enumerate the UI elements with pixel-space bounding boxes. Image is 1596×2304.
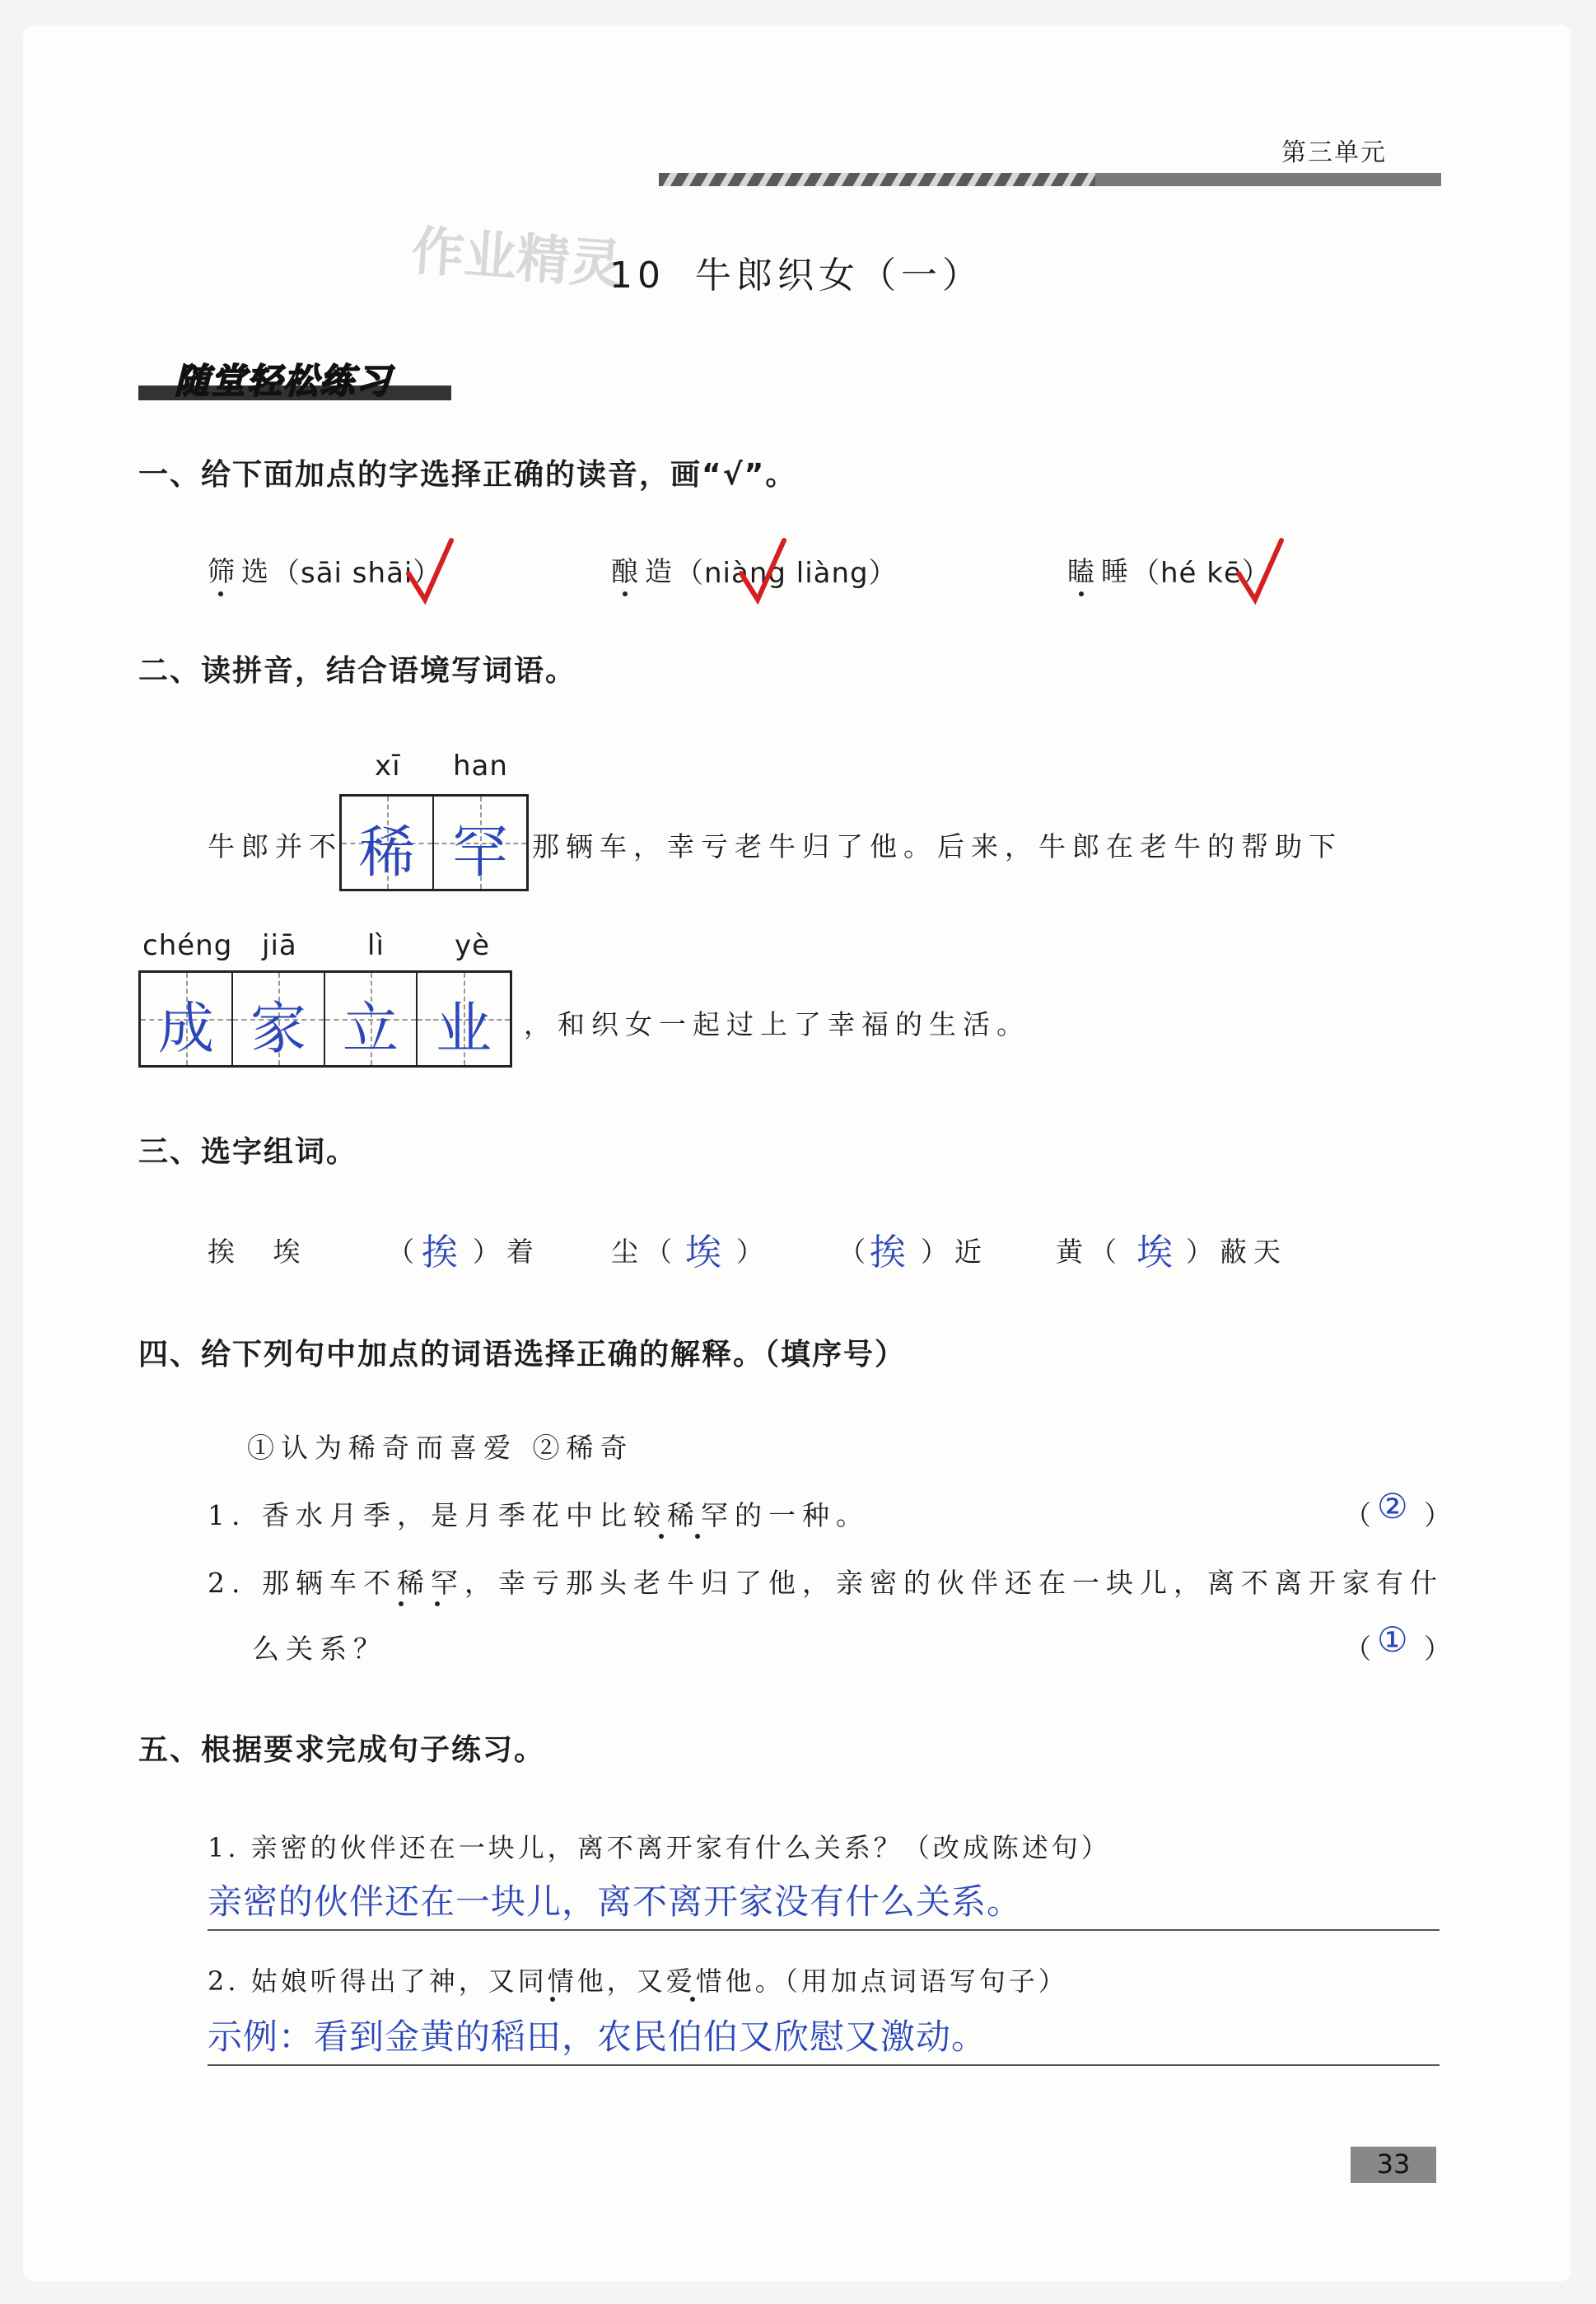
q4-sentence-2-cont: 么关系？	[252, 1633, 387, 1665]
answer-cell	[141, 973, 233, 1065]
page-number: 33	[1376, 2148, 1411, 2180]
check-mark-icon	[1235, 537, 1285, 605]
answer-cell	[342, 797, 434, 889]
pinyin-cheng: chéng	[142, 929, 233, 962]
emphasis-dot	[659, 1534, 664, 1539]
section-banner-text: 随堂轻松练习	[175, 361, 393, 401]
q4-answer-2: ①	[1377, 1619, 1408, 1660]
q1-item-3-word: 瞌睡	[1067, 555, 1135, 587]
answer-grid-1	[339, 794, 529, 891]
q3-chars: 挨 埃	[208, 1236, 307, 1268]
emphasis-dot	[695, 1534, 700, 1539]
q3-item-3-after: ）近	[921, 1236, 988, 1268]
q1-title: 一、给下面加点的字选择正确的读音，画“√”。	[138, 458, 797, 492]
q4-title: 四、给下列句中加点的词语选择正确的解释。（填序号）	[138, 1338, 907, 1372]
q5-answer-1: 亲密的伙伴还在一块儿，离不离开家没有什么关系。	[208, 1881, 1023, 1922]
answer-cell	[418, 973, 510, 1065]
answer-char: 业	[435, 997, 492, 1062]
emphasis-dot	[435, 1601, 440, 1606]
lesson-name: 牛郎织女（一）	[695, 255, 983, 297]
answer-char: 成	[157, 997, 214, 1062]
q3-title: 三、选字组词。	[138, 1135, 358, 1169]
q3-item-2-after: ）	[736, 1236, 770, 1268]
q1-item-2-word: 酿造	[611, 555, 679, 587]
q4-sentence-1: 1. 香水月季，是月季花中比较稀罕的一种。	[208, 1499, 870, 1531]
q3-item-4-answer: 埃	[1136, 1231, 1173, 1274]
q4-answer-2-paren: （ ）	[1344, 1633, 1458, 1665]
answer-line-1	[208, 1929, 1440, 1931]
pinyin-li: lì	[367, 929, 385, 962]
q4-options: ①认为稀奇而喜爱 ②稀奇	[247, 1432, 634, 1464]
answer-char: 罕	[451, 820, 508, 886]
q5-title: 五、根据要求完成句子练习。	[138, 1733, 546, 1767]
answer-grid-2	[138, 970, 512, 1068]
q3-item-1-after: ）着	[473, 1236, 540, 1268]
q2-text-after: 那辆车，幸亏老牛归了他。后来，牛郎在老牛的帮助下	[532, 830, 1342, 862]
q2-text-before: 牛郎并不	[208, 830, 343, 862]
check-mark-icon	[738, 537, 787, 605]
check-mark-icon	[405, 537, 455, 605]
answer-cell	[434, 797, 526, 889]
q3-item-2-before: 尘（	[611, 1236, 679, 1268]
q3-item-3-answer: 挨	[870, 1231, 906, 1274]
q1-item-3-options: （hé kē）	[1132, 557, 1271, 590]
q4-sentence-2: 2. 那辆车不稀罕，幸亏那头老牛归了他，亲密的伙伴还在一块儿，离不离开家有什	[208, 1567, 1444, 1599]
q2-text2-after: ，和织女一起过上了幸福的生活。	[524, 1008, 1030, 1040]
q3-item-4-before: 黄（	[1056, 1236, 1123, 1268]
q5-sentence-2: 2. 姑娘听得出了神，又同情他，又爱惜他。（用加点词语写句子）	[208, 1965, 1068, 1997]
emphasis-dot	[550, 1997, 555, 2002]
q3-item-4-after: ）蔽天	[1186, 1236, 1287, 1268]
answer-char: 立	[342, 997, 399, 1062]
emphasis-dot	[399, 1601, 404, 1606]
q5-answer-2: 示例：看到金黄的稻田，农民伯伯又欣慰又激动。	[208, 2017, 987, 2057]
pinyin-ye: yè	[455, 929, 491, 962]
pinyin-han: han	[453, 750, 508, 783]
q5-sentence-1: 1. 亲密的伙伴还在一块儿，离不离开家有什么关系？（改成陈述句）	[208, 1832, 1111, 1863]
q3-item-2-answer: 埃	[685, 1231, 721, 1274]
lesson-number: 10	[609, 255, 665, 297]
lesson-title	[609, 245, 983, 298]
header-bar-solid	[1095, 173, 1441, 186]
answer-char: 稀	[358, 820, 415, 886]
emphasis-dot	[218, 591, 223, 596]
pinyin-xi: xī	[375, 750, 401, 783]
answer-cell	[233, 973, 325, 1065]
q4-answer-1: ②	[1377, 1486, 1408, 1526]
q3-item-1-answer: 挨	[422, 1231, 458, 1274]
pinyin-jia: jiā	[262, 929, 297, 962]
emphasis-dot	[1079, 591, 1084, 596]
q3-item-3-before: （	[838, 1236, 872, 1268]
q4-answer-1-paren: （ ）	[1344, 1499, 1458, 1531]
q1-item-1-options: （sāi shāi）	[272, 557, 442, 590]
answer-char: 家	[250, 997, 306, 1062]
answer-cell	[325, 973, 418, 1065]
answer-line-2	[208, 2064, 1440, 2066]
q1-item-1-word: 筛选	[208, 555, 275, 587]
q3-item-1-before: （	[387, 1236, 421, 1268]
watermark-logo: 作业精灵	[409, 221, 624, 297]
emphasis-dot	[690, 1997, 695, 2002]
q2-title: 二、读拼音，结合语境写词语。	[138, 654, 577, 688]
unit-label: 第三单元	[1281, 138, 1387, 167]
emphasis-dot	[623, 591, 628, 596]
q1-item-2-options: （niàng liàng）	[675, 557, 898, 590]
